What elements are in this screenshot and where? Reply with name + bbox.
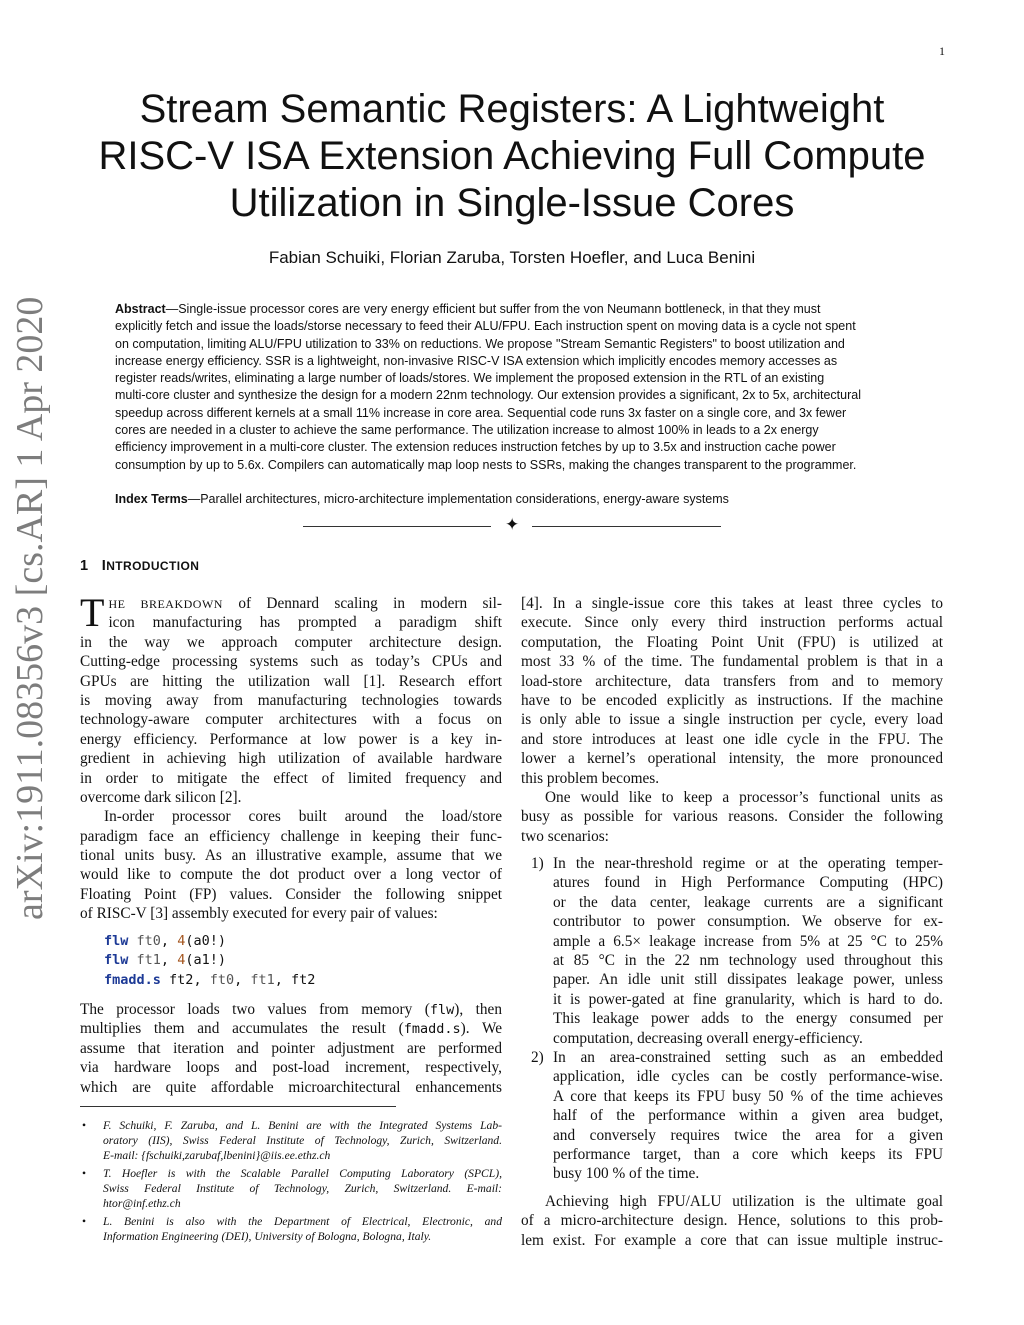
bullet-icon: • [82, 1215, 87, 1228]
body-line: of a micro-architecture design. Hence, solutions to this prob- [521, 1212, 943, 1230]
bullet-icon: • [82, 1119, 87, 1132]
body-line: In-order processor cores built around the load/store [104, 808, 502, 826]
code-line: flw ft0, 4(a0!) [104, 933, 226, 949]
body-line: which are quite affordable microarchitectural enhancements [80, 1078, 502, 1096]
body-line: [4]. In a single-issue core this takes at least three cycles to [521, 595, 943, 612]
drop-cap: T [80, 590, 105, 635]
abstract-line: cores are needed in a cluster to achieve the same performance. The utilization increase to almost 100% in leads to a 2x energy [115, 423, 819, 438]
list-item: 2) In an area-constrained setting such as an embedded application, idle cycles can be costly performance-wise. A core that keeps its FPU busy 50 % of the time achieves half of the performance within a given area budget, and conversely requires twice the area for a given performance target, than a core which keeps its FPU busy 100 % of the time. [531, 1048, 943, 1183]
divider-right [532, 526, 721, 527]
list-marker: 2) [531, 1048, 544, 1066]
abstract [115, 301, 915, 474]
author-list: Fabian Schuiki, Florian Zaruba, Torsten Hoefler, and Luca Benini [268, 248, 756, 267]
body-line: execute. Since only every third instruction performs actual [521, 614, 943, 632]
body-line: multiplies them and accumulates the result (fmadd.s). We [80, 1020, 502, 1038]
body-line: One would like to keep a processor’s functional units as [545, 788, 943, 806]
abstract-line: speedup across different kernels at a small 11% increase in core area. Sequential code runs 3x faster on a single core, and 3x fewer [115, 405, 847, 420]
code-line: fmadd.s ft2, ft0, ft1, ft2 [104, 971, 316, 988]
body-line: and store introduces at least one idle cycle in the FPU. The [521, 730, 943, 748]
list-item: 1) In the near-threshold regime or at the operating temper- atures found in High Performance Computing (HPC) or the data center, leakage currents are a significant contributor to power consumption. We observe for ex- ample a 6.5× leakage increase from 5% at 25 °C to 25% at 85 °C in the 22 nm technology used throughout this paper. An idle unit still dissipates leakage power, unless it is power-gated at fine granularity, which is hard to do. This leakage power adds to the energy consumed per computation, decreasing overall energy-efficiency. [531, 855, 943, 1047]
body-line: this problem becomes. [521, 769, 660, 787]
left-column [80, 590, 502, 924]
index-terms: Index Terms—Parallel architectures, micro-architecture implementation considerations, energy-aware systems [115, 492, 729, 506]
body-line: technology-aware computer architectures with a focus on [80, 711, 502, 729]
body-line: two scenarios: [521, 827, 609, 845]
footnote-item: • L. Benini is also with the Department of Electrical, Electronic, and Information Engineering (DEI), University of Bologna, Bologna, Italy. [82, 1215, 502, 1243]
title-line: RISC-V ISA Extension Achieving Full Compute [98, 134, 926, 178]
abstract-line: multi-core cluster and synthesize the design for a modern 22nm technology. Our extension provides a significant, 2x to 5x, architectural [115, 388, 861, 403]
body-line: overcome dark silicon [2]. [80, 788, 242, 806]
body-line: paradigm face an efficiency challenge in keeping their func- [80, 827, 502, 845]
body-line: is only able to issue a single instruction per cycle, every load [521, 711, 943, 729]
bullet-icon: • [82, 1167, 87, 1180]
body-line: The processor loads two values from memory (flw), then [80, 1001, 502, 1018]
page-number: 1 [939, 44, 945, 58]
title-line: Utilization in Single-Issue Cores [229, 181, 795, 225]
code-snippet [104, 932, 315, 990]
divider-left [303, 526, 491, 527]
abstract-line: efficiency improvement in a multi-core cluster. The extension reduces instruction fetches by up to 3.5x and instruction cache power [115, 440, 836, 455]
code-line: flw ft1, 4(a1!) [104, 952, 226, 969]
body-line: energy efficiency. Performance at low power is a key in- [80, 730, 502, 748]
abstract-label: Abstract [115, 302, 166, 316]
body-line: GPUs are hitting the utilization wall [1]. Research effort [80, 672, 502, 690]
body-line: lower a kernel’s operational intensity, the more pronounced [521, 750, 943, 768]
abstract-line: increase energy efficiency. SSR is a lightweight, non-invasive RISC-V ISA extension which implicitly encodes memory accesses as [115, 353, 838, 368]
left-column-continued [80, 1000, 502, 1097]
footnote-item: • T. Hoefler is with the Scalable Parallel Computing Laboratory (SPCL), Swiss Federal Institute of Technology, Zurich, Switzerland. E-mail: htor@inf.ethz.ch [82, 1167, 502, 1210]
body-line: lem exist. For example a core that can issue multiple instruc- [521, 1231, 943, 1249]
right-column [521, 594, 943, 1250]
body-line: gredient in achieving high utilization of available hardware [80, 750, 502, 768]
section-heading: 1 INTRODUCTION [80, 558, 200, 574]
footnotes [80, 1118, 502, 1247]
arxiv-stamp: arXiv:1911.08356v3 [cs.AR] 1 Apr 2020 [9, 296, 51, 920]
abstract-line: explicitly fetch and issue the loads/storse necessary to feed their ALU/FPU. Each instruction spent on moving data is a cycle not spent [115, 319, 856, 334]
abstract-line: consumption by up to 5.6x. Compilers can automatically map loop nests to SSRs, making the changes transparent to the programmer. [115, 457, 857, 472]
body-line: of RISC-V [3] assembly executed for every pair of values: [80, 905, 438, 923]
body-line: load-store architecture, data transfers from and to memory [521, 672, 943, 690]
body-line: most 33 % of the time. The fundamental problem is that in a [521, 653, 943, 671]
body-line: in the way we approach computer architecture design. [80, 633, 502, 651]
body-line: is moving away from manufacturing technologies towards [80, 691, 502, 709]
body-line: in order to mitigate the effect of limited frequency and [80, 769, 502, 787]
body-line: HE BREAKDOWN of Dennard scaling in modern sil- [108, 595, 502, 612]
list-marker: 1) [531, 855, 544, 873]
abstract-line: register reads/writes, eliminating a large number of loads/stores. We implement the proposed extension in the RTL of an existing [115, 371, 825, 386]
body-line: have to be encoded explicitly as instructions. If the machine [521, 691, 943, 709]
body-line: tional units busy. As an illustrative example, assume that we [80, 847, 502, 865]
body-line: Floating Point (FP) values. Consider the following snippet [80, 885, 502, 903]
body-line: assume that iteration and pointer adjustment are performed [80, 1039, 502, 1057]
abstract-line: on computation, limiting ALU/FPU utilization to 33% on reductions. We propose "Stream Semantic Registers" to boost utilization and [115, 336, 845, 351]
body-line: Achieving high FPU/ALU utilization is the ultimate goal [545, 1192, 943, 1210]
title-line: Stream Semantic Registers: A Lightweight [139, 87, 885, 131]
body-line: icon manufacturing has prompted a paradigm shift [108, 614, 502, 632]
body-line: via hardware loops and post-load increment, respectively, [80, 1059, 502, 1077]
footnote-rule [80, 1106, 396, 1107]
index-terms-label: Index Terms [115, 492, 188, 506]
body-line: Cutting-edge processing systems such as today’s CPUs and [80, 653, 502, 671]
paper-title [80, 86, 944, 227]
body-line: computation, the Floating Point Unit (FPU) is utilized at [521, 633, 943, 651]
body-line: busy as possible for various reasons. Consider the following [521, 808, 943, 826]
footnote-item: • F. Schuiki, F. Zaruba, and L. Benini are with the Integrated Systems Lab- oratory (IIS), Swiss Federal Institute of Technology, Zurich, Switzerland. E-mail: {fschuiki,zarubaf,lbenini}@iis.ee.ethz.ch [82, 1119, 502, 1162]
star-icon: ✦ [505, 515, 520, 535]
body-line: would like to compute the dot product over a long vector of [80, 866, 502, 884]
abstract-line: Abstract—Single-issue processor cores are very energy efficient but suffer from the von Neumann bottleneck, in that they must [115, 302, 821, 316]
